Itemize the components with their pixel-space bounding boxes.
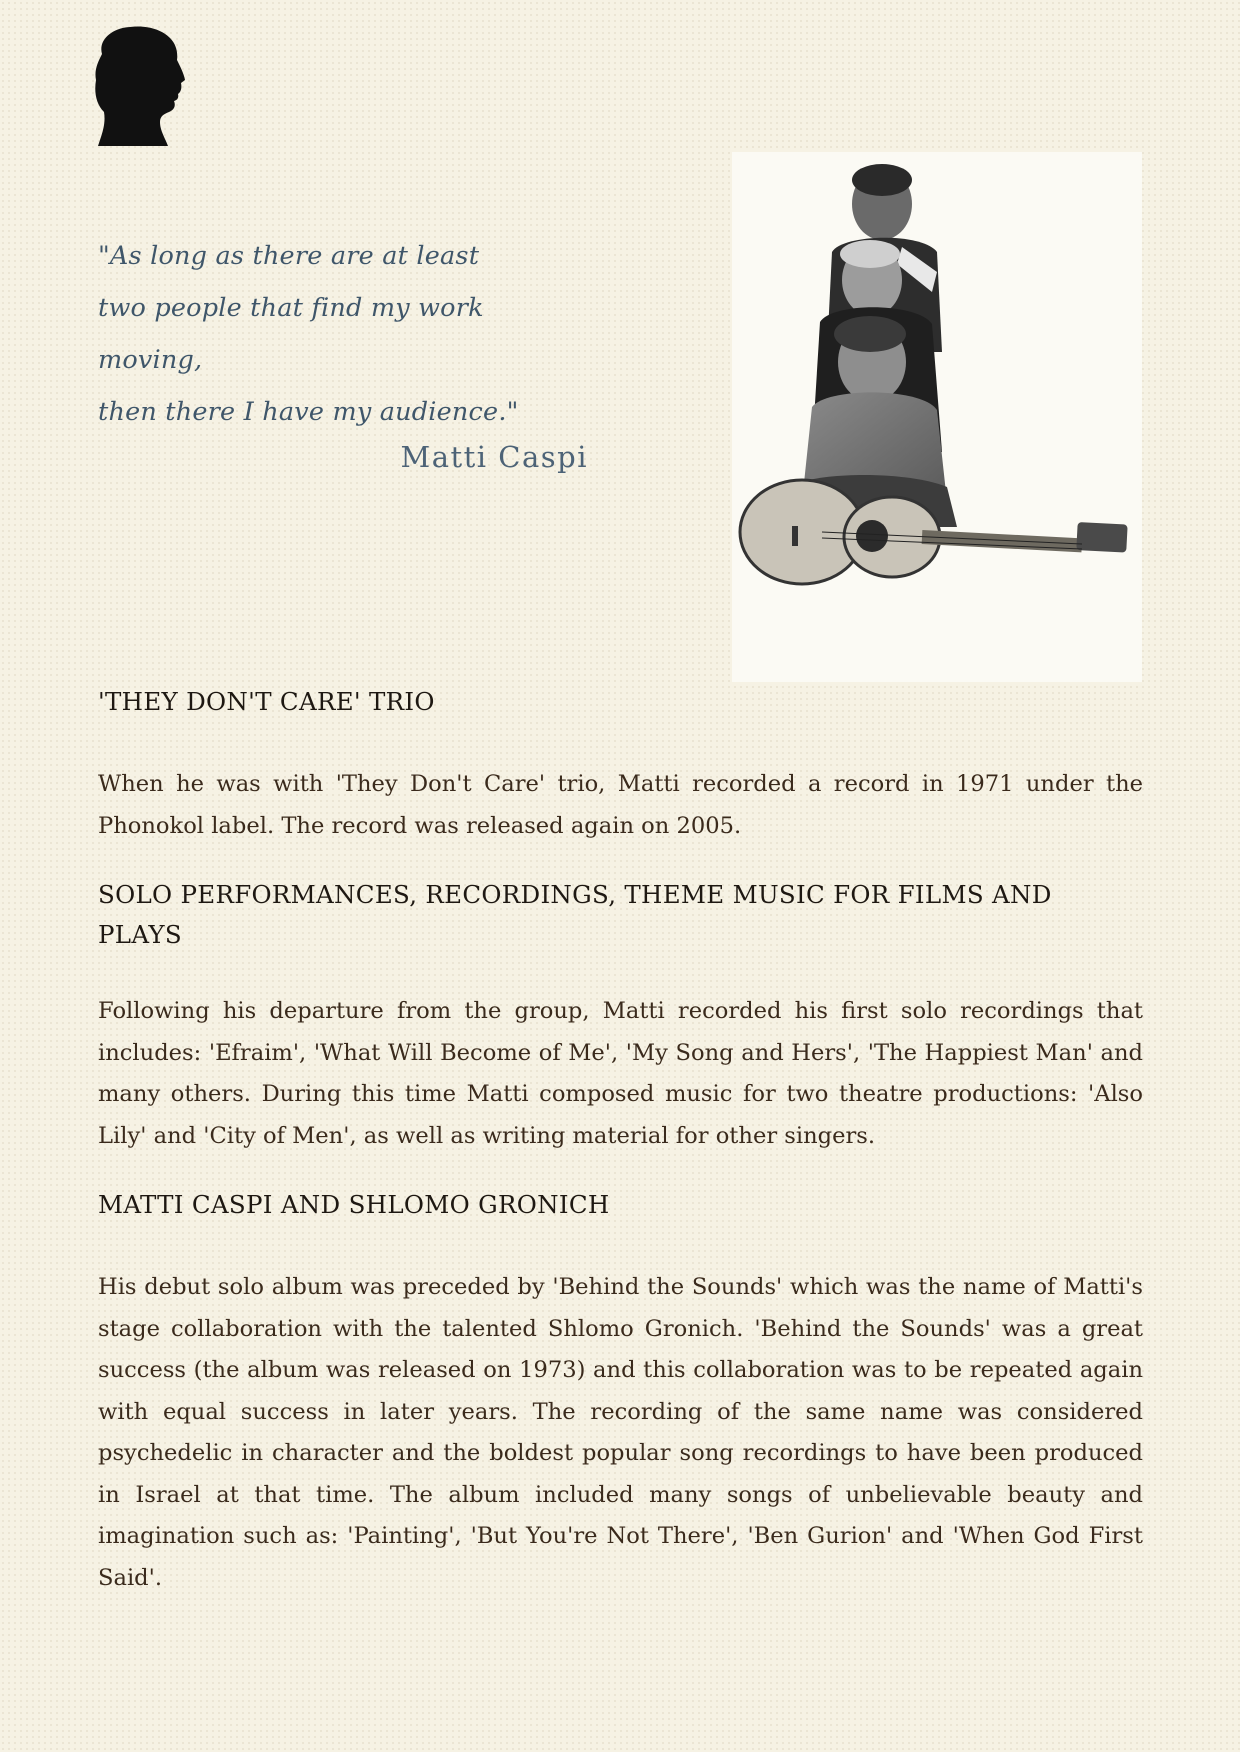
section-paragraph: When he was with 'They Don't Care' trio, Matti recorded a record in 1971 under the Phonokol label. The record was released again on 2005. bbox=[98, 771, 1143, 839]
quote-block bbox=[98, 230, 588, 474]
quote-line: "As long as there are at least bbox=[98, 241, 480, 271]
section-paragraph: His debut solo album was preceded by 'Behind the Sounds' which was the name of Matti's stage collaboration with the talented Shlomo Gronich. 'Behind the Sounds' was a great success (the album was released on 1973) and this collaboration was to be repeated again with equal success in later years. The recording of the same name was considered psychedelic in character and the boldest popular song recordings to have been produced in Israel at that time. The album included many songs of unbelievable beauty and imagination such as: 'Painting', 'But You're Not There', 'Ben Gurion' and 'When God First Said'. bbox=[98, 1274, 1143, 1591]
head-silhouette-icon bbox=[90, 24, 202, 146]
section-heading: MATTI CASPI AND SHLOMO GRONICH bbox=[98, 1190, 610, 1219]
trio-photo bbox=[732, 152, 1142, 682]
quote-line: then there I have my audience." bbox=[98, 397, 519, 427]
quote-author: Matti Caspi bbox=[400, 440, 588, 474]
article-content bbox=[98, 682, 1143, 1599]
section-paragraph: Following his departure from the group, Matti recorded his first solo recordings that includes: 'Efraim', 'What Will Become of Me', 'My Song and Hers', 'The Happiest Man' and many others. During this time Matti composed music for two theatre productions: 'Also Lily' and 'City of Men', as well as writing material for other singers. bbox=[98, 998, 1143, 1149]
section-heading: SOLO PERFORMANCES, RECORDINGS, THEME MUSIC FOR FILMS AND PLAYS bbox=[98, 880, 1052, 949]
quote-line: two people that find my work moving, bbox=[98, 293, 484, 375]
section-heading: 'THEY DON'T CARE' TRIO bbox=[98, 687, 435, 716]
